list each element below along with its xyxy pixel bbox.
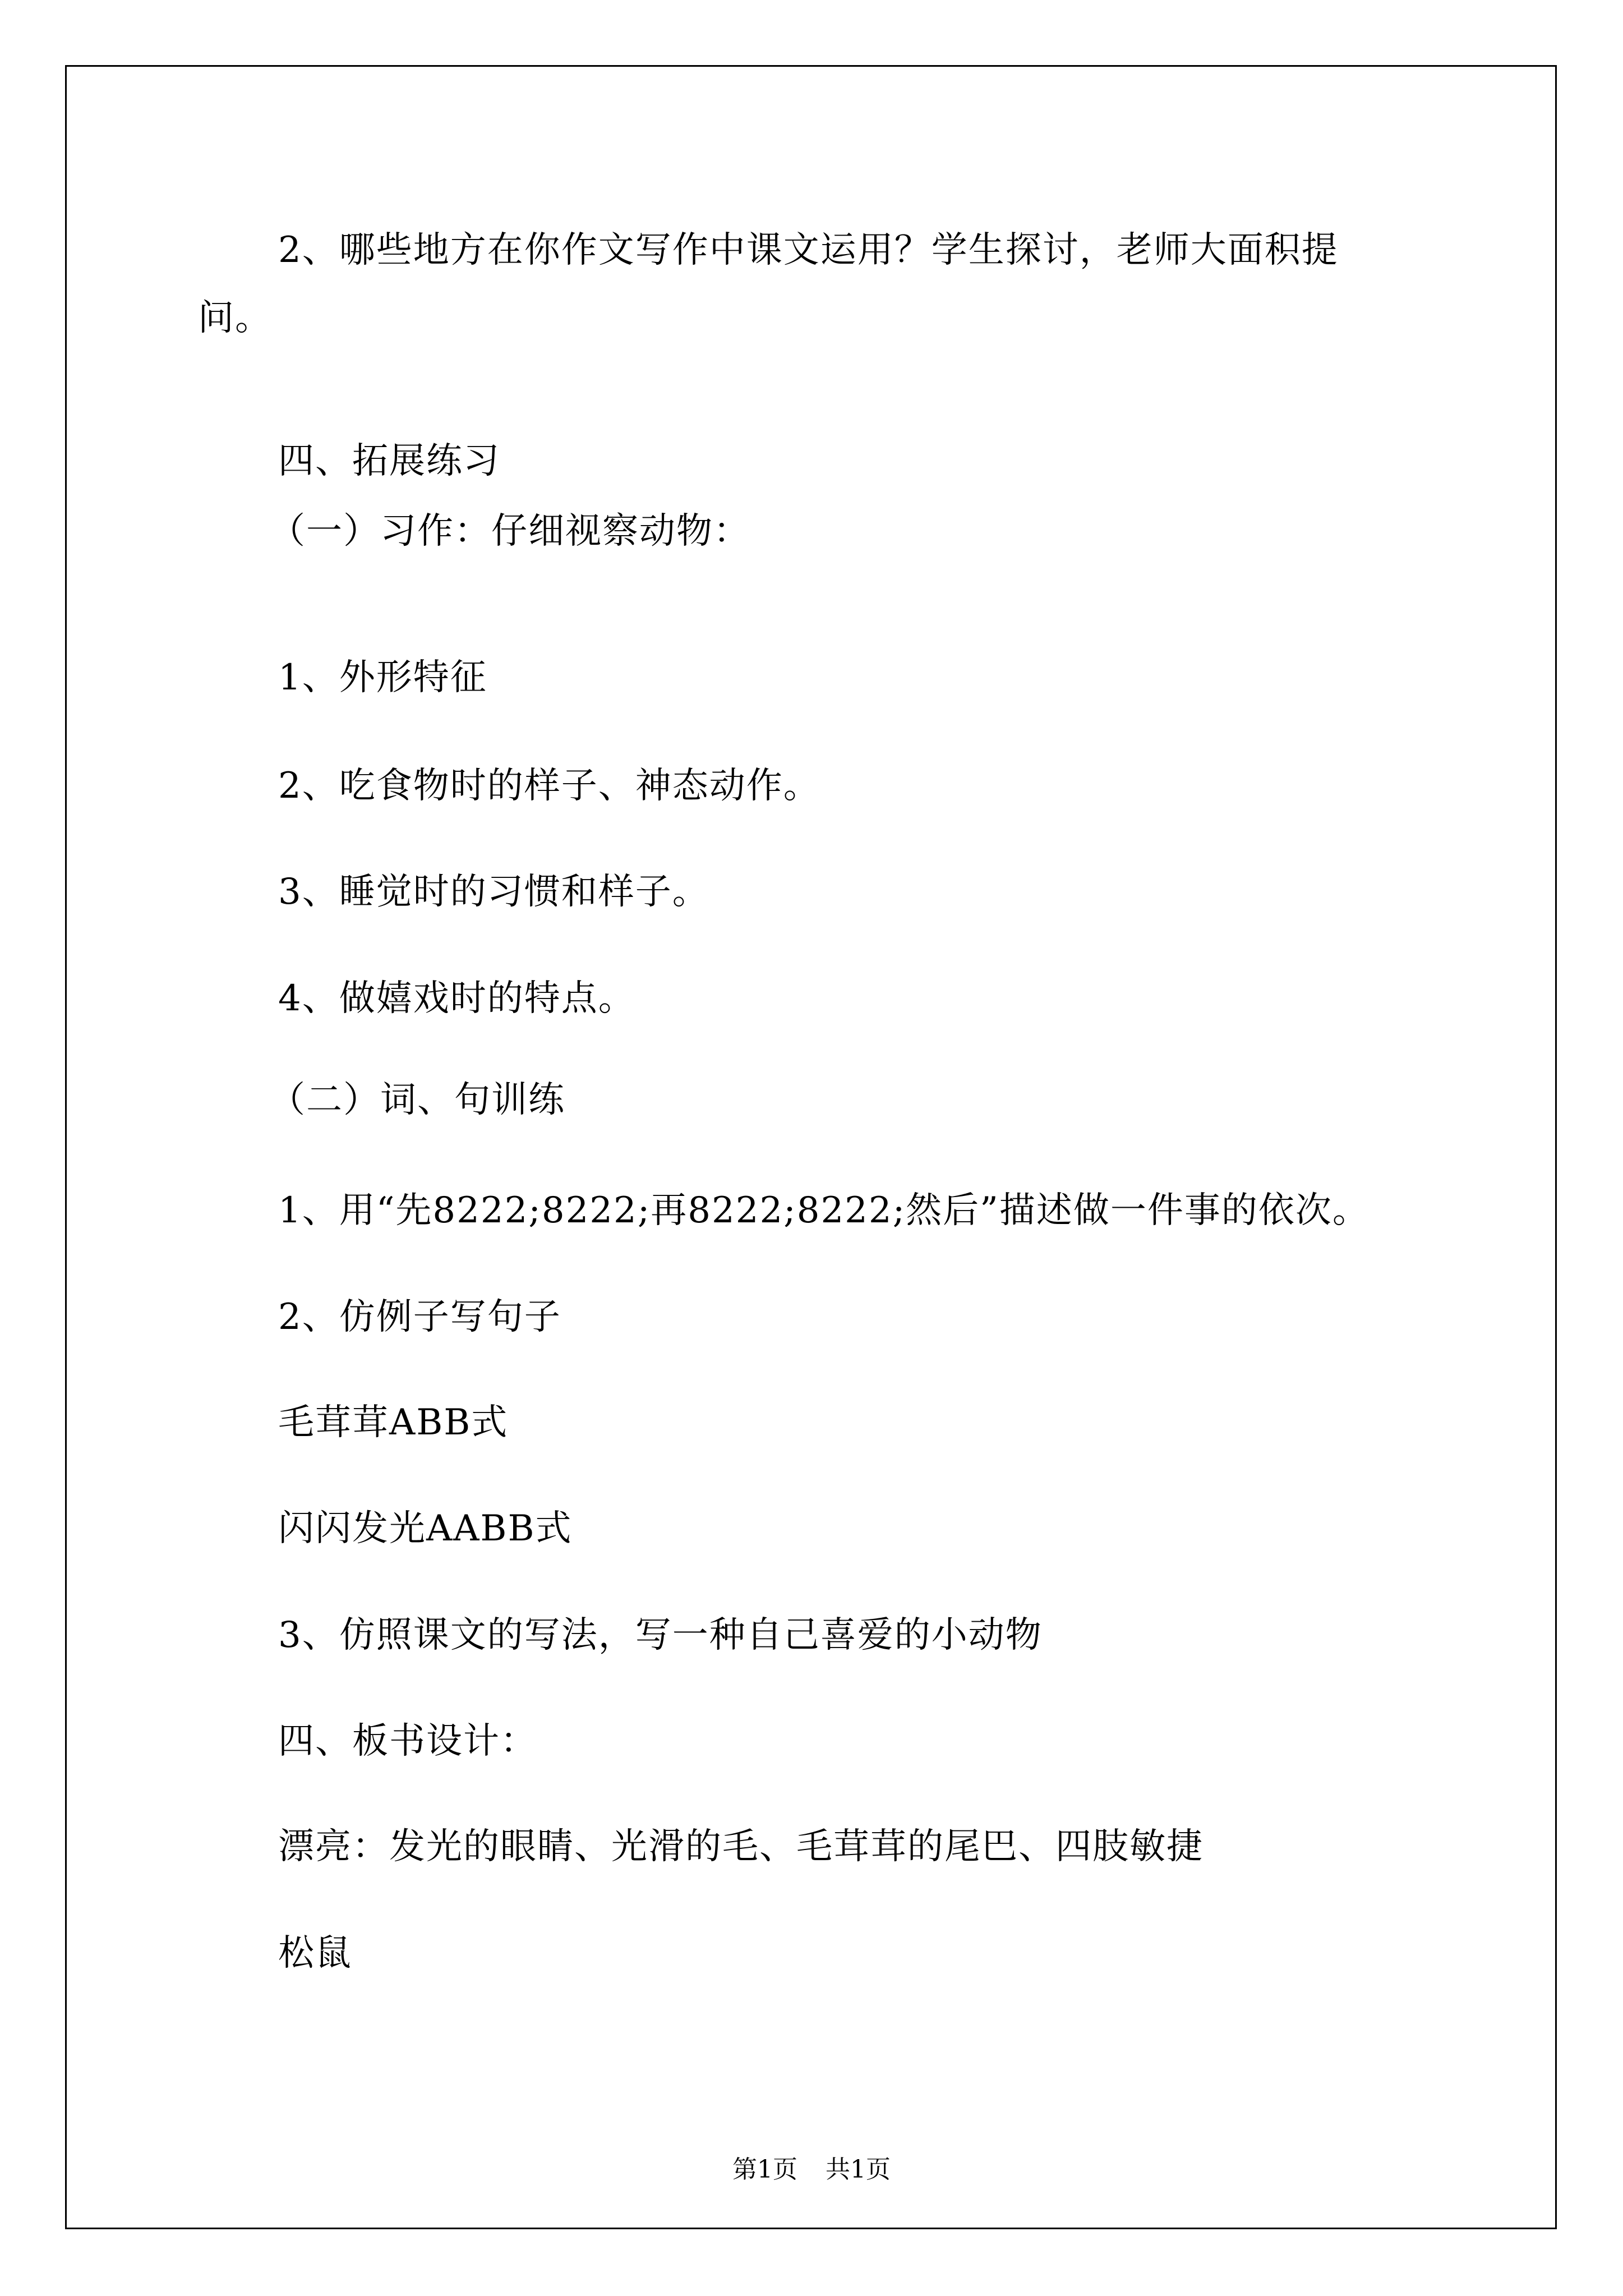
section-heading: 四、板书设计： — [278, 1720, 537, 1762]
subsection-heading: （二）词、句训练 — [269, 1079, 565, 1121]
page-total: 共1页 — [826, 2155, 891, 2184]
section-heading: 四、拓展练习 — [278, 440, 500, 482]
list-item: 3、睡觉时的习惯和样子。 — [278, 871, 709, 913]
list-item: 1、用“先8222;8222;再8222;8222;然后”描述做一件事的依次。 — [278, 1190, 1370, 1231]
page-border — [65, 65, 1557, 2229]
example-line: 闪闪发光AABB式 — [278, 1508, 573, 1549]
list-item: 2、仿例子写句子 — [278, 1296, 561, 1338]
paragraph-line: 问。 — [198, 297, 272, 339]
board-design-line: 漂亮：发光的眼睛、光滑的毛、毛茸茸的尾巴、四肢敏捷 — [278, 1826, 1204, 1867]
paragraph-line: 2、哪些地方在你作文写作中课文运用？学生探讨，老师大面积提 — [278, 229, 1339, 271]
list-item: 2、吃食物时的样子、神态动作。 — [278, 765, 820, 807]
list-item: 3、仿照课文的写法，写一种自己喜爱的小动物 — [278, 1614, 1043, 1656]
board-design-line: 松鼠 — [278, 1932, 352, 1974]
subsection-heading: （一）习作：仔细视察动物： — [269, 510, 750, 552]
list-item: 4、做嬉戏时的特点。 — [278, 978, 635, 1019]
example-line: 毛茸茸ABB式 — [278, 1402, 509, 1443]
list-item: 1、外形特征 — [278, 657, 487, 698]
page-number: 第1页 — [732, 2155, 797, 2184]
page-footer — [0, 2156, 1623, 2184]
